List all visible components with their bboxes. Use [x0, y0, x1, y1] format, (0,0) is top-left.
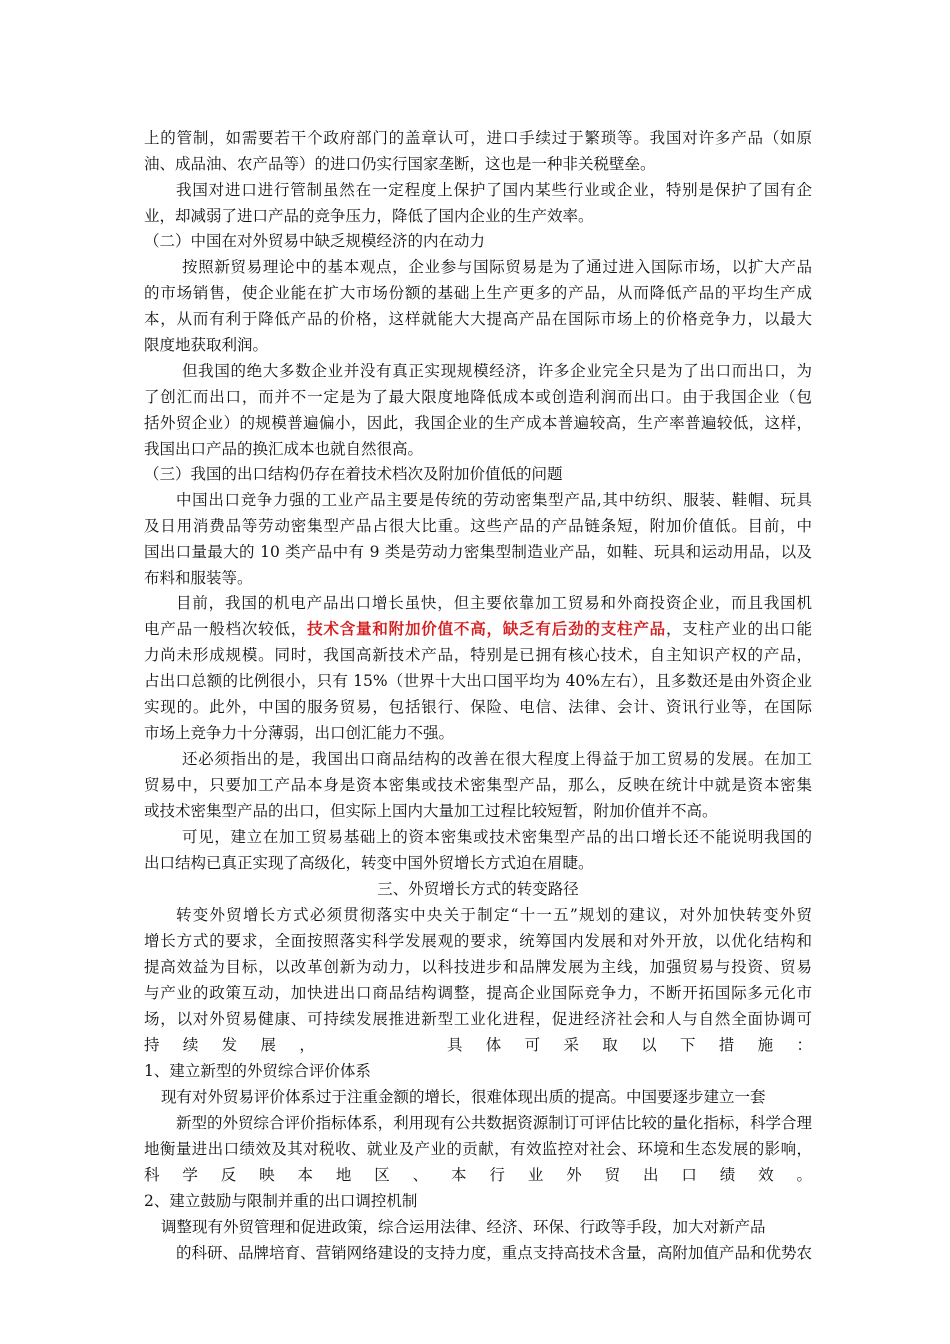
- paragraph-line: 与产业的政策互动，加快进出口商品结构调整，提高企业国际竞争力，不断开拓国际多元化市: [144, 984, 812, 1002]
- paragraph-line: 布料和服装等。: [144, 569, 253, 587]
- paragraph-line: 增长方式的要求，全面按照落实科学发展观的要求，统筹国内发展和对外开放，以优化结构和: [144, 932, 812, 950]
- paragraph-line: 场，以对外贸易健康、可持续发展推进新型工业化进程，促进经济社会和人与自然全面协调可: [144, 1010, 812, 1028]
- paragraph-line-highlighted: [144, 616, 812, 642]
- paragraph-line: 限度地获取利润。: [144, 336, 269, 354]
- paragraph-line: 的科研、品牌培育、营销网络建设的支持力度，重点支持高技术含量，高附加值产品和优势农: [176, 1244, 812, 1262]
- paragraph-line: 或技术密集型产品的出口，但实际上国内大量加工过程比较短暂，附加价值并不高。: [144, 802, 718, 820]
- section-title: 三、外贸增长方式的转变路径: [377, 880, 579, 898]
- section-heading: （三）我国的出口结构仍存在着技术档次及附加价值低的问题: [144, 465, 563, 483]
- paragraph-line: 力尚未形成规模。同时，我国高新技术产品，特别是已拥有核心技术，自主知识产权的产品，: [144, 646, 812, 664]
- paragraph-line: 2、建立鼓励与限制并重的出口调控机制: [144, 1192, 418, 1210]
- text-segment: ，支柱产业的出口能: [665, 620, 812, 638]
- subsection-heading: 调整现有外贸管理和促进政策，综合运用法律、经济、环保、行政等手段，加大对新产品: [161, 1218, 766, 1236]
- subsection-heading: 现有对外贸易评价体系过于注重金额的增长，很难体现出质的提高。中国要逐步建立一套: [161, 1088, 766, 1106]
- paragraph-line: 科学反映本地区、本行业外贸出口绩效。: [144, 1166, 812, 1184]
- paragraph-line: 提高效益为目标，以改革创新为动力，以科技进步和品牌发展为主线，加强贸易与投资、贸易: [144, 958, 812, 976]
- paragraph-line: 实现的。此外，中国的服务贸易，包括银行、保险、电信、法律、会计、资讯行业等，在国际: [144, 698, 812, 716]
- paragraph-line: 的市场销售，使企业能在扩大市场份额的基础上生产更多的产品，从而降低产品的平均生产成: [144, 284, 812, 302]
- paragraph-line: 了创汇而出口，而并不一定是为了最大限度地降低成本或创造利润而出口。由于我国企业（包: [144, 388, 812, 406]
- paragraph-line: 占出口总额的比例很小，只有 15%（世界十大出口国平均为 40%左右），且多数还是由外资企业: [144, 672, 812, 690]
- paragraph-line: 油、成品油、农产品等）的进口仍实行国家垄断，这也是一种非关税壁垒。: [144, 155, 656, 173]
- text-segment: 电产品一般档次较低，: [144, 620, 308, 638]
- paragraph-line: 1、建立新型的外贸综合评价体系: [144, 1062, 371, 1080]
- paragraph-line: 出口结构已真正实现了高级化，转变中国外贸增长方式迫在眉睫。: [144, 854, 594, 872]
- paragraph-line: [144, 1266, 812, 1292]
- paragraph-line: 括外贸企业）的规模普遍偏小，因此，我国企业的生产成本普遍较高，生产率普遍较低，这样，: [144, 414, 812, 432]
- paragraph-line: 新型的外贸综合评价指标体系，利用现有公共数据资源制订可评估比较的量化指标，科学合理: [176, 1114, 812, 1132]
- paragraph-line: 持续发展， 具体可采取以下措施：: [144, 1036, 812, 1054]
- paragraph-line: 我国对进口进行管制虽然在一定程度上保护了国内某些行业或企业，特别是保护了国有企: [176, 181, 812, 199]
- paragraph-line: 业，却减弱了进口产品的竞争压力，降低了国内企业的生产效率。: [144, 207, 594, 225]
- paragraph-line: 及日用消费品等劳动密集型产品占很大比重。这些产品的产品链条短，附加价值低。目前，中: [144, 517, 812, 535]
- paragraph-line: 贸易中，只要加工产品本身是资本密集或技术密集型产品，那么，反映在统计中就是资本密集: [144, 776, 812, 794]
- paragraph-line: 上的管制，如需要若干个政府部门的盖章认可，进口手续过于繁琐等。我国对许多产品（如原: [144, 129, 812, 147]
- paragraph-line: 本，从而有利于降低产品的价格，这样就能大大提高产品在国际市场上的价格竞争力，以最大: [144, 310, 812, 328]
- paragraph-line: 国出口量最大的 10 类产品中有 9 类是劳动力密集型制造业产品，如鞋、玩具和运动用品，以及: [144, 543, 812, 561]
- paragraph-line: 我国出口产品的换汇成本也就自然很高。: [144, 440, 424, 458]
- paragraph-line: 转变外贸增长方式必须贯彻落实中央关于制定“十一五”规划的建议，对外加快转变外贸: [176, 906, 812, 924]
- highlighted-text: 技术含量和附加价值不高，缺乏有后劲的支柱产品: [307, 619, 666, 638]
- paragraph-line: 可见，建立在加工贸易基础上的资本密集或技术密集型产品的出口增长还不能说明我国的: [182, 828, 812, 846]
- paragraph-line: 但我国的绝大多数企业并没有真正实现规模经济，许多企业完全只是为了出口而出口，为: [182, 362, 812, 380]
- paragraph-line: 中国出口竞争力强的工业产品主要是传统的劳动密集型产品,其中纺织、服装、鞋帽、玩具: [176, 491, 812, 509]
- paragraph-line: 目前，我国的机电产品出口增长虽快，但主要依靠加工贸易和外商投资企业，而且我国机: [176, 594, 812, 612]
- paragraph-line: 地衡量进出口绩效及其对税收、就业及产业的贡献，有效监控对社会、环境和生态发展的影响，: [144, 1140, 812, 1158]
- paragraph-line: 按照新贸易理论中的基本观点，企业参与国际贸易是为了通过进入国际市场，以扩大产品: [182, 258, 812, 276]
- paragraph-line: 还必须指出的是，我国出口商品结构的改善在很大程度上得益于加工贸易的发展。在加工: [182, 750, 812, 768]
- paragraph-line: 市场上竞争力十分薄弱，出口创汇能力不强。: [144, 724, 455, 742]
- section-heading: （二）中国在对外贸易中缺乏规模经济的内在动力: [144, 232, 486, 250]
